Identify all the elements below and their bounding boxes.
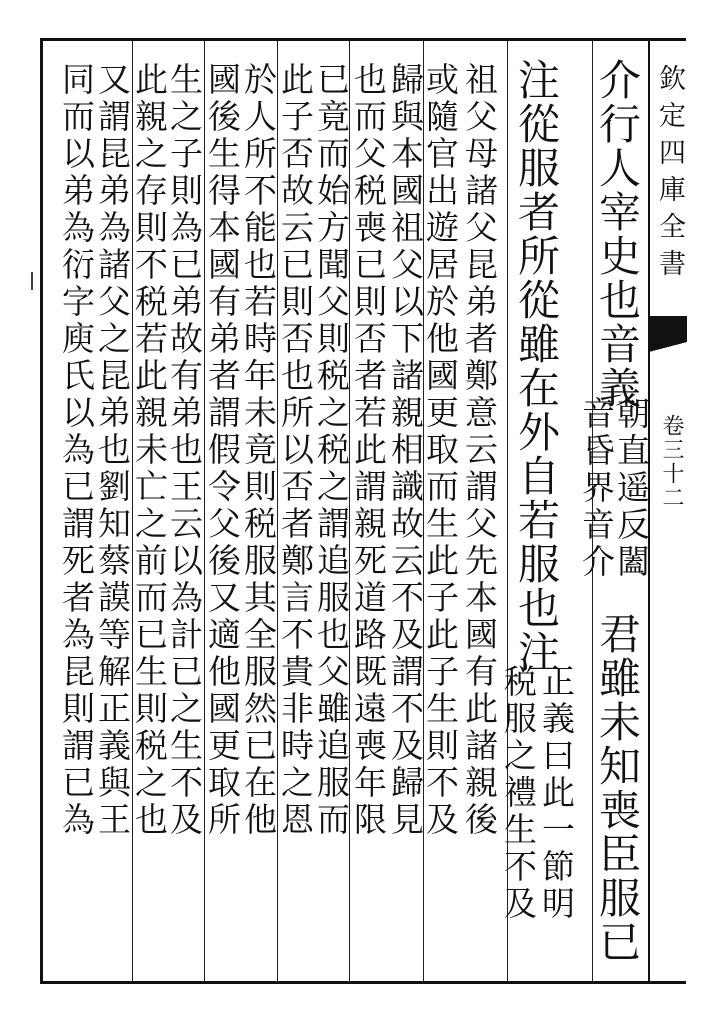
book-title: 欽定四庫全書 [654,64,685,286]
annotation-column-6: 正義曰此一節明 [537,664,576,923]
text-column-8: 祖父母諸父昆弟者鄭意云謂父先本國有此諸親後 [460,62,499,839]
text-column-9: 或隨官出遊居於他國更取而生此子此子生則不及 [421,62,460,839]
annotation-column-7: 税服之禮生不及 [499,664,538,923]
text-column-15: 國後生得本國有弟者謂假令父後又適他國更取所 [203,62,242,839]
main-column-5: 注從服者所從雖在外自若服也注 [512,58,561,674]
margin-tick [31,272,33,290]
main-column-1: 介行人宰史也音義 [593,58,642,410]
annotation-column-3: 音昏界音介 [577,396,616,581]
text-column-12: 已竟而始方聞父則税之税之謂追服也父雖追服而 [312,62,351,839]
text-column-14: 於人所不能也若時年未竟則税服其全服然已在他 [239,62,278,839]
text-column-10: 歸與本國祖父以下諸親相識故云不及謂不及歸見 [386,62,425,839]
text-column-17: 此親之存則不税若此親未亡之前而已生則税之也 [130,62,169,839]
text-column-13: 此子否故云已則否也所以否者鄭言不貴非時之恩 [276,62,315,839]
text-column-16: 生之子則為已弟故有弟也王云以為計已之生不及 [165,62,204,839]
main-column-4: 君雖未知喪臣服已 [593,612,642,964]
fishtail-mark [649,316,687,342]
text-column-19: 同而以弟為衍字庾氏以為已謂死者為昆則謂已為 [57,62,96,839]
volume-label: 卷三十二 [659,414,684,510]
text-column-11: 也而父税喪已則否者若此謂親死道路既遠喪年限 [349,62,388,839]
text-column-18: 又謂昆弟為諸父之昆弟也劉知蔡謨等解正義與王 [93,62,132,839]
annotation-column-2: 朝直遥反闔 [612,396,651,581]
